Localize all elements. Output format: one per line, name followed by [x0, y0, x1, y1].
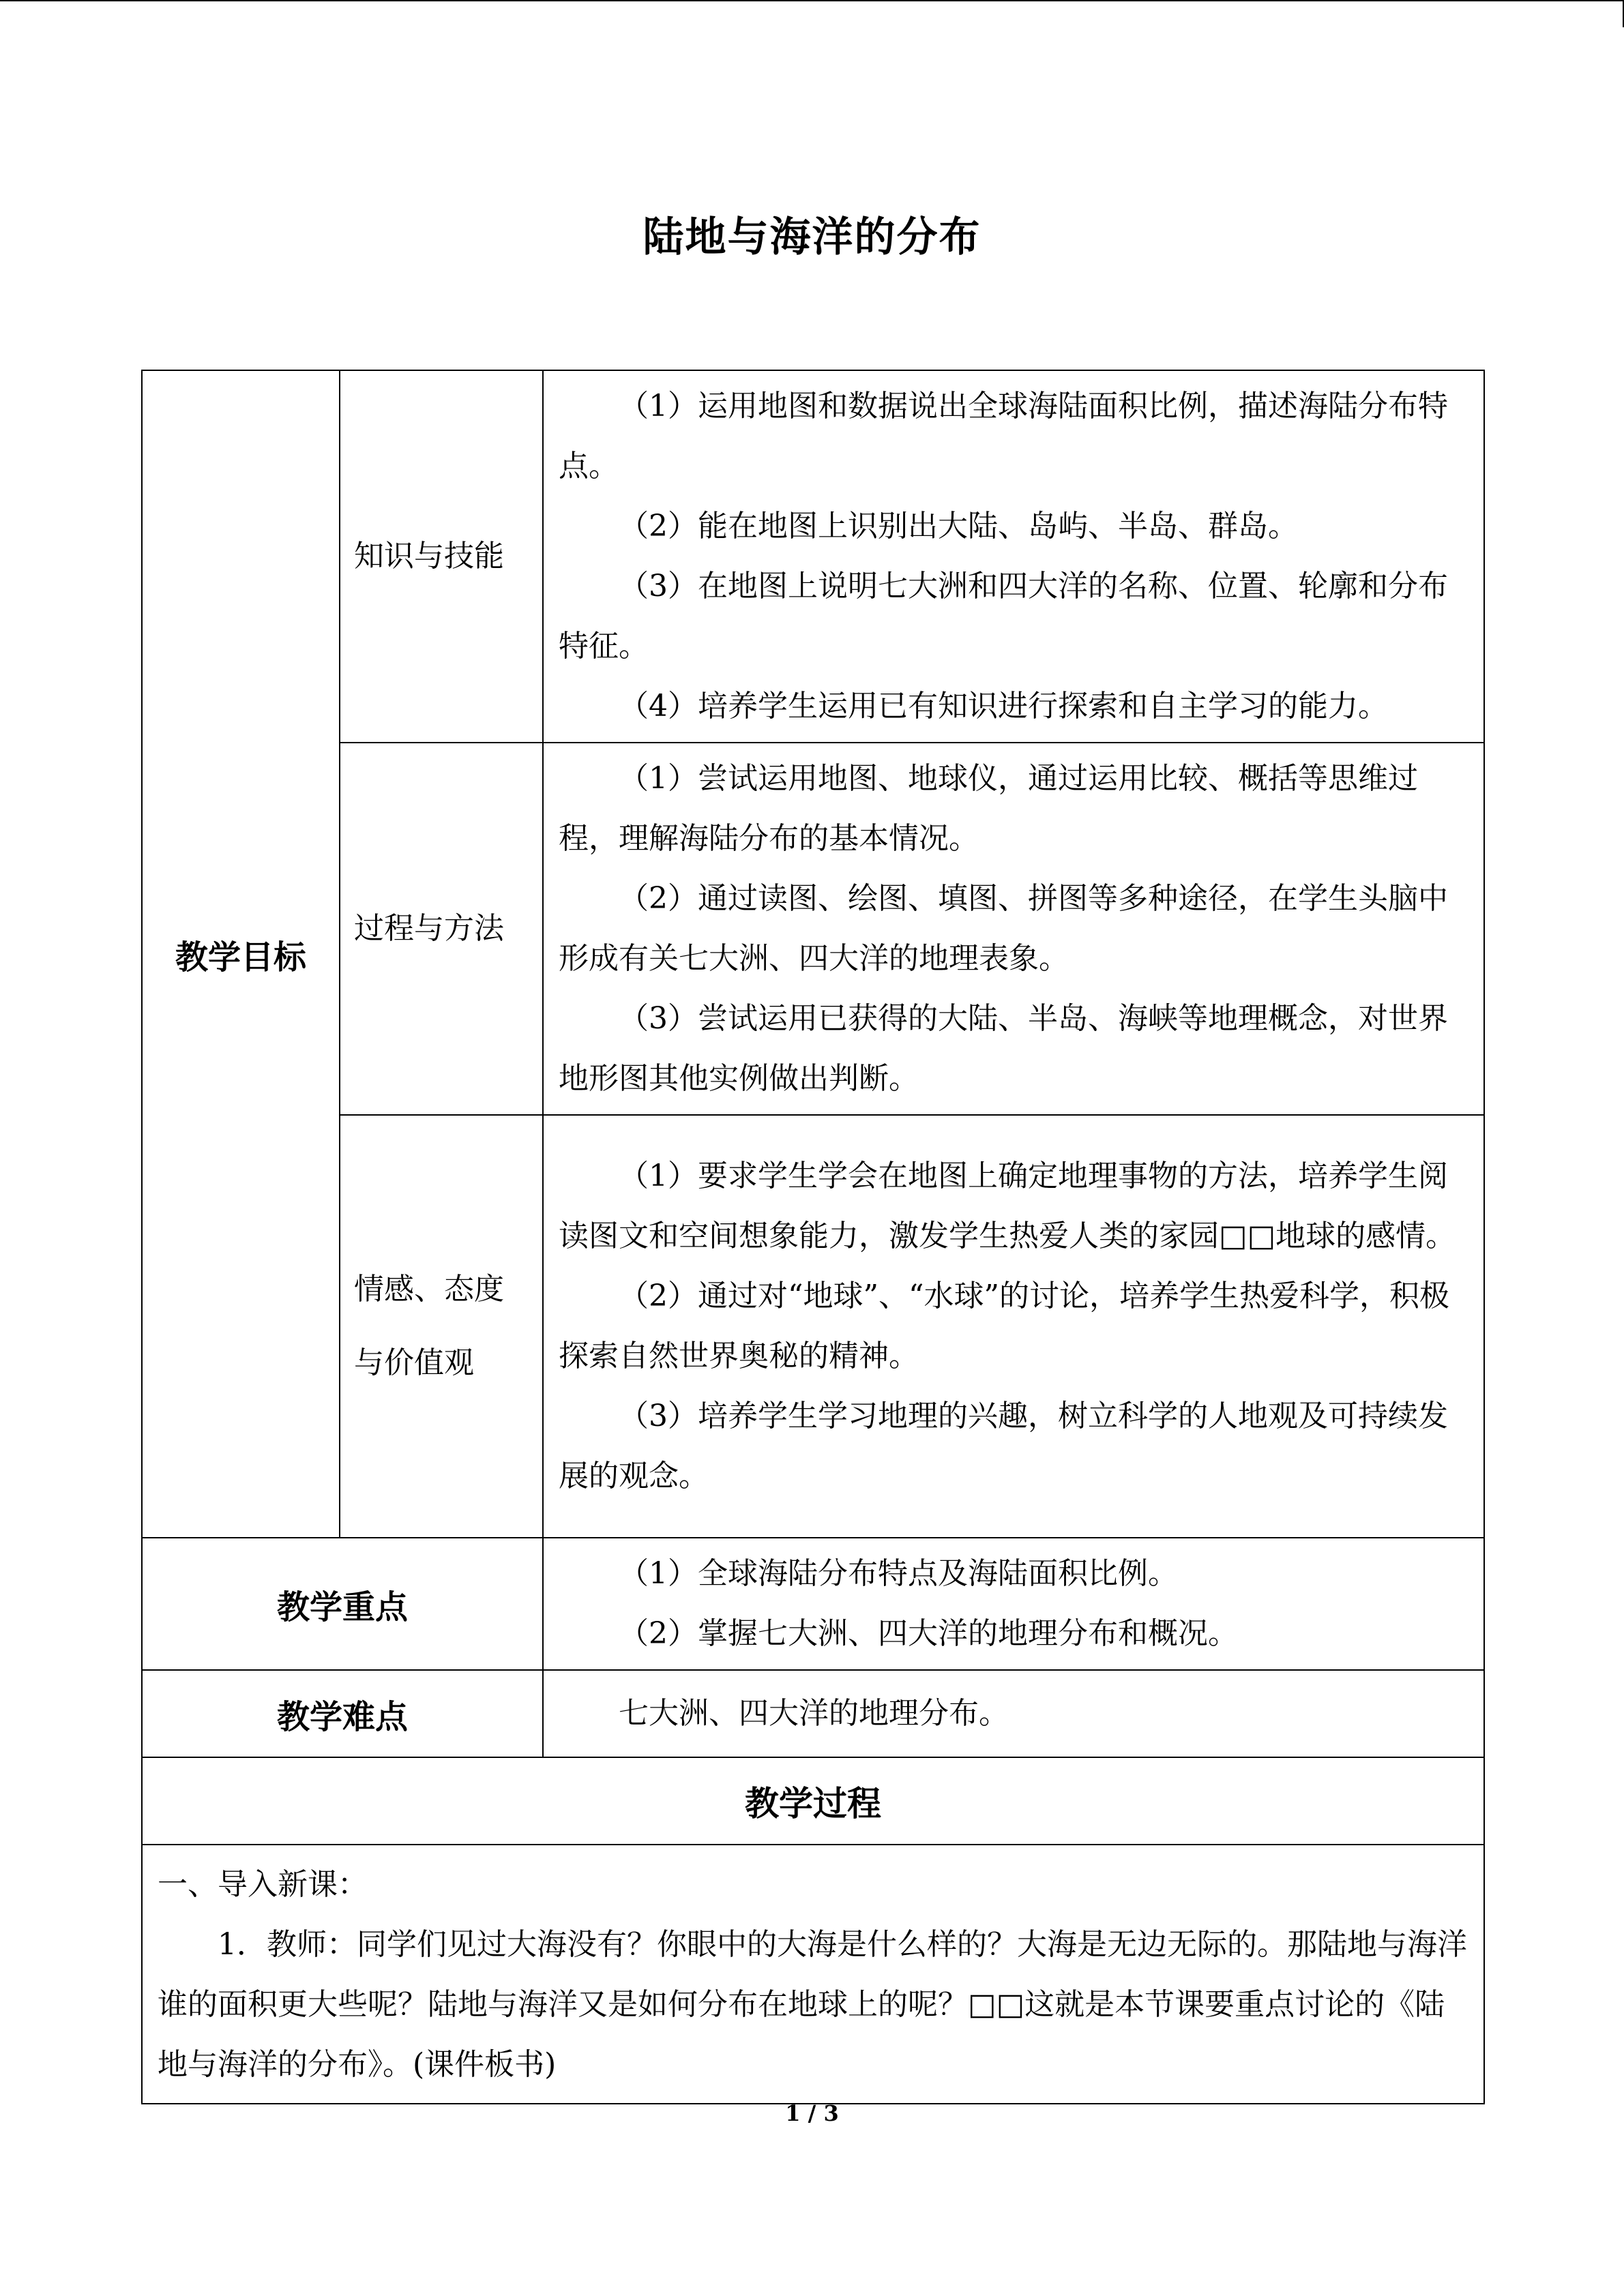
- intro-text: 1．教师：同学们见过大海没有？你眼中的大海是什么样的？大海是无边无际的。那陆地与海洋谁的面积更大些呢？陆地与海洋又是如何分布在地球上的呢？□□这就是本节课要重点讨论的《陆地与海洋的分布》。(课件板书): [158, 1927, 1467, 2082]
- difficulties-text: 七大洲、四大洋的地理分布。: [619, 1696, 1009, 1731]
- knowledge-item: （2）能在地图上识别出大陆、岛屿、半岛、群岛。: [619, 509, 1298, 543]
- intro-heading: 一、导入新课：: [158, 1867, 368, 1902]
- knowledge-content: [543, 370, 1484, 743]
- difficulties-header: 教学难点: [142, 1670, 543, 1757]
- emotion-item: （2）通过对“地球”、“水球”的讨论，培养学生热爱科学，积极探索自然世界奥秘的精神。: [559, 1279, 1449, 1373]
- emotion-item: （3）培养学生学习地理的兴趣，树立科学的人地观及可持续发展的观念。: [559, 1399, 1448, 1493]
- page-number: 1 / 3: [785, 2100, 839, 2126]
- knowledge-item: （4）培养学生运用已有知识进行探索和自主学习的能力。: [619, 689, 1388, 724]
- emotion-item: （1）要求学生学会在地图上确定地理事物的方法，培养学生阅读图文和空间想象能力，激发学生热爱人类的家园□□地球的感情。: [559, 1159, 1456, 1253]
- emotion-label: [340, 1115, 543, 1538]
- intro-row: [142, 1845, 1484, 2104]
- knowledge-item: （1）运用地图和数据说出全球海陆面积比例，描述海陆分布特点。: [559, 389, 1448, 483]
- emotion-label-line2: 与价值观: [354, 1345, 474, 1380]
- knowledge-label: 知识与技能: [340, 370, 543, 743]
- page-title: 陆地与海洋的分布: [643, 213, 981, 261]
- page-top-rule: [0, 0, 1624, 1]
- objectives-header: 教学目标: [142, 370, 340, 1538]
- objectives-emotion-row: [142, 1115, 1484, 1538]
- difficulties-content: [543, 1670, 1484, 1757]
- process-title-row: [142, 1757, 1484, 1845]
- process-item: （3）尝试运用已获得的大陆、半岛、海峡等地理概念，对世界地形图其他实例做出判断。: [559, 1001, 1448, 1096]
- lesson-plan-table: [141, 370, 1485, 2104]
- key-points-row: [142, 1538, 1484, 1670]
- intro-content: [142, 1845, 1484, 2104]
- process-section-header: 教学过程: [142, 1757, 1484, 1845]
- key-points-header: 教学重点: [142, 1538, 543, 1670]
- process-item: （2）通过读图、绘图、填图、拼图等多种途径，在学生头脑中形成有关七大洲、四大洋的地理表象。: [559, 881, 1448, 976]
- process-label: 过程与方法: [340, 743, 543, 1115]
- key-points-content: [543, 1538, 1484, 1670]
- objectives-process-row: [142, 743, 1484, 1115]
- emotion-label-line1: 情感、态度: [354, 1272, 504, 1307]
- difficulties-row: [142, 1670, 1484, 1757]
- process-item: （1）尝试运用地图、地球仪，通过运用比较、概括等思维过程，理解海陆分布的基本情况。: [559, 761, 1418, 856]
- objectives-knowledge-row: [142, 370, 1484, 743]
- key-point-item: （1）全球海陆分布特点及海陆面积比例。: [619, 1556, 1178, 1591]
- process-content: [543, 743, 1484, 1115]
- emotion-content: [543, 1115, 1484, 1538]
- knowledge-item: （3）在地图上说明七大洲和四大洋的名称、位置、轮廓和分布特征。: [559, 569, 1448, 664]
- key-point-item: （2）掌握七大洲、四大洋的地理分布和概况。: [619, 1616, 1238, 1651]
